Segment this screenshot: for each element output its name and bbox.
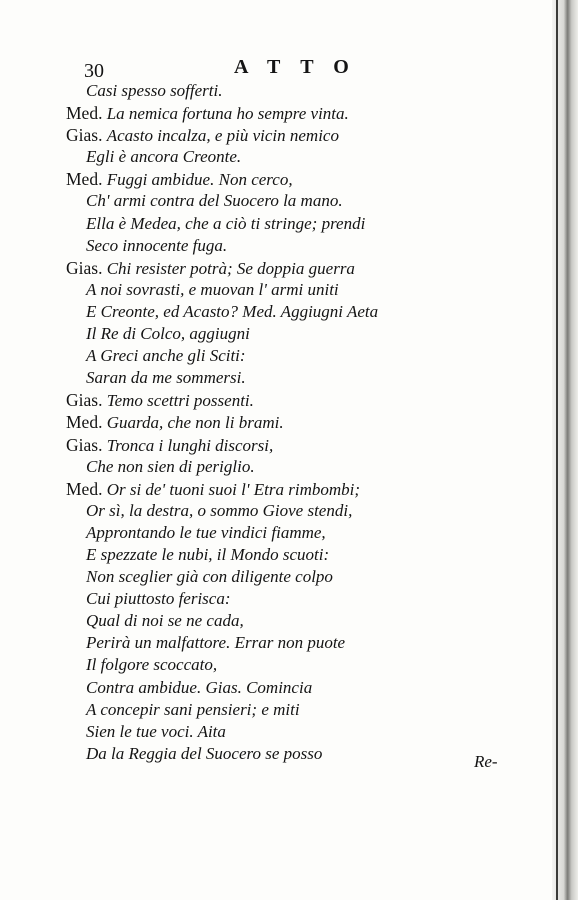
text-line: [66, 102, 466, 124]
text-line: [66, 257, 466, 279]
verse-text: La nemica fortuna ho sempre vinta.: [106, 104, 349, 124]
running-head: ATTO: [234, 56, 369, 78]
verse-text: Cui piuttosto ferisca:: [86, 589, 231, 609]
text-line: [66, 677, 466, 699]
verse-text: E Creonte, ed Acasto? Med. Aggiugni Aeta: [86, 301, 379, 321]
verse-text: Non sceglier già con diligente colpo: [86, 567, 333, 587]
verse-text: Or sì, la destra, o sommo Giove stendi,: [86, 500, 353, 520]
verse-text: Che non sien di periglio.: [86, 456, 255, 476]
text-line: [66, 146, 466, 168]
verse-text: Approntando le tue vindici fiamme,: [86, 522, 326, 542]
verse-text: Tronca i lunghi discorsi,: [106, 435, 274, 455]
verse-text: Il folgore scoccato,: [86, 655, 218, 675]
text-line: [66, 743, 466, 765]
verse-text: Contra ambidue. Gias. Comincia: [86, 677, 313, 697]
text-line: [66, 434, 466, 456]
verse-text: Guarda, che non li brami.: [106, 413, 284, 433]
speaker-label: Gias.: [66, 257, 103, 278]
verse-text: Ella è Medea, che a ciò ti stringe; prendi: [86, 213, 366, 233]
verse-text: Casi spesso sofferti.: [86, 81, 223, 100]
verse-text: Acasto incalza, e più vicin nemico: [106, 126, 339, 146]
verse-text: Da la Reggia del Suocero se posso: [86, 743, 323, 763]
text-line: [66, 389, 466, 411]
speaker-label: Gias.: [66, 125, 103, 146]
text-line: [66, 323, 466, 345]
verse-text: A Greci anche gli Sciti:: [86, 346, 246, 366]
page-header: [84, 56, 384, 82]
text-line: [66, 566, 466, 588]
text-line: [66, 190, 466, 212]
speaker-label: Med.: [66, 169, 103, 190]
text-line: [66, 610, 466, 632]
verse-text: Saran da me sommersi.: [86, 368, 246, 388]
text-line: [66, 654, 466, 676]
text-line: [66, 124, 466, 146]
catchword: Re-: [474, 752, 498, 771]
binding-edge: [556, 0, 558, 900]
text-line: [66, 213, 466, 235]
text-line: [66, 301, 466, 323]
dialogue-text: [66, 80, 466, 765]
text-line: [66, 168, 466, 190]
text-line: [66, 544, 466, 566]
text-line: [66, 456, 466, 478]
text-line: [66, 345, 466, 367]
verse-text: Egli è ancora Creonte.: [86, 147, 242, 167]
speaker-label: Med.: [66, 478, 103, 499]
text-line: [66, 80, 466, 102]
verse-text: Or si de' tuoni suoi l' Etra rimbombi;: [106, 479, 361, 499]
text-line: [66, 522, 466, 544]
text-line: [66, 367, 466, 389]
verse-text: A noi sovrasti, e muovan l' armi uniti: [86, 279, 339, 299]
text-line: [66, 279, 466, 301]
text-line: [66, 588, 466, 610]
text-line: [66, 478, 466, 500]
text-line: [66, 632, 466, 654]
verse-text: Temo scettri possenti.: [106, 391, 254, 411]
text-line: [66, 699, 466, 721]
text-line: [66, 235, 466, 257]
verse-text: E spezzate le nubi, il Mondo scuoti:: [86, 544, 330, 564]
verse-text: Qual di noi se ne cada,: [86, 611, 244, 631]
verse-text: A concepir sani pensieri; e miti: [86, 699, 300, 719]
text-line: [66, 500, 466, 522]
verse-text: Seco innocente fuga.: [86, 235, 228, 255]
verse-text: Perirà un malfattore. Errar non puote: [86, 633, 346, 653]
page-number: 30: [84, 60, 104, 82]
speaker-label: Gias.: [66, 390, 103, 411]
verse-text: Ch' armi contra del Suocero la mano.: [86, 191, 343, 211]
verse-text: Il Re di Colco, aggiugni: [86, 324, 250, 344]
speaker-label: Gias.: [66, 434, 103, 455]
verse-text: Fuggi ambidue. Non cerco,: [106, 170, 293, 190]
speaker-label: Med.: [66, 103, 103, 124]
speaker-label: Med.: [66, 412, 103, 433]
verse-text: Sien le tue voci. Aita: [86, 721, 226, 741]
verse-text: Chi resister potrà; Se doppia guerra: [106, 258, 355, 278]
text-line: [66, 411, 466, 433]
text-line: [66, 721, 466, 743]
